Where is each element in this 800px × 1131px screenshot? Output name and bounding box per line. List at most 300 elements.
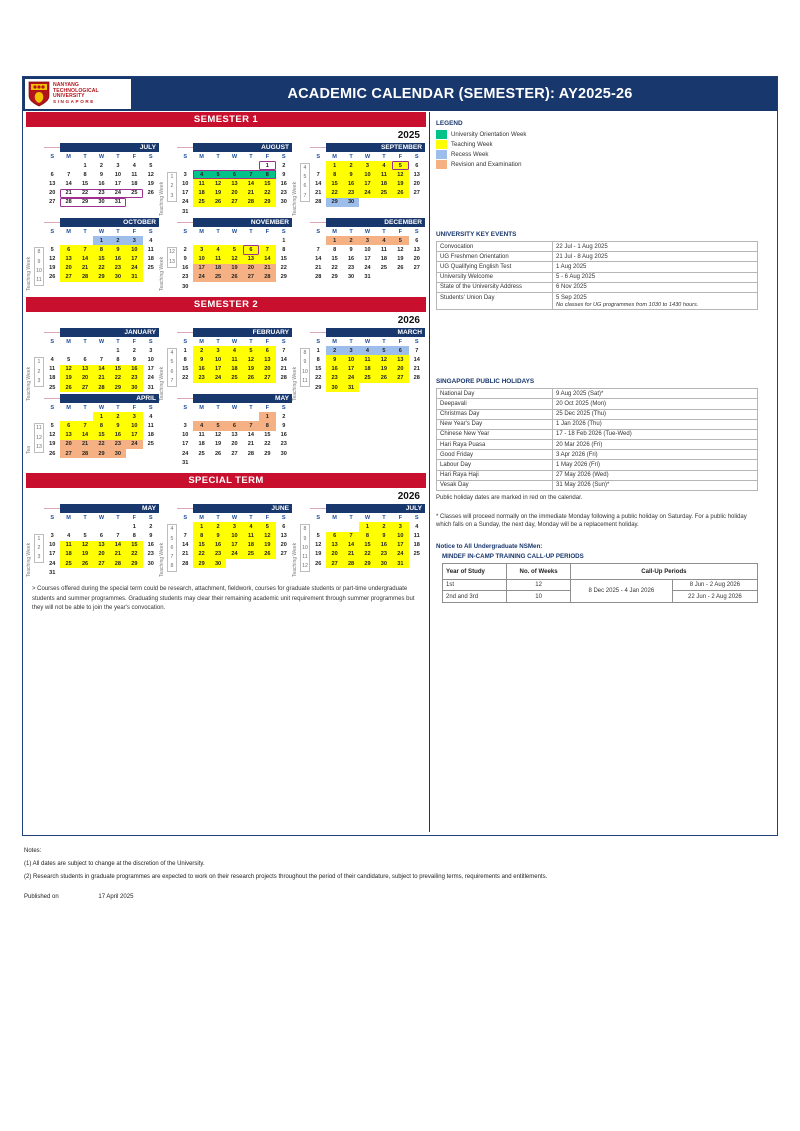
week-number: 5 bbox=[170, 535, 174, 542]
published-label: Published on bbox=[24, 894, 59, 900]
calendar-day: 12 bbox=[315, 542, 322, 549]
holiday-name: Christmas Day bbox=[437, 409, 553, 419]
calendar-day: 12 bbox=[226, 255, 242, 264]
calendar-week-row bbox=[44, 431, 159, 440]
calendar-day: 30 bbox=[280, 199, 287, 206]
weekday-header: S bbox=[281, 515, 286, 522]
calendar-day: 19 bbox=[243, 365, 259, 374]
calendar-week-row bbox=[310, 346, 425, 355]
calendar-day: 22 bbox=[326, 189, 342, 198]
weekday-header: W bbox=[364, 515, 371, 522]
month-row bbox=[26, 394, 426, 467]
calendar-day: 14 bbox=[280, 357, 287, 364]
calendar-day: 30 bbox=[147, 560, 154, 567]
calendar-day-empty bbox=[60, 161, 76, 170]
calendar-day: 6 bbox=[99, 533, 104, 540]
calendar-week-row bbox=[310, 355, 425, 364]
calendar-day: 21 bbox=[60, 189, 76, 198]
calendar-day: 6 bbox=[60, 421, 76, 430]
month-title: JULY bbox=[326, 504, 425, 513]
calendar-day: 23 bbox=[110, 440, 126, 449]
calendar-day: 5 bbox=[210, 421, 226, 430]
logo-line-4: SINGAPORE bbox=[53, 99, 95, 105]
calendar-day-empty bbox=[193, 207, 209, 216]
month-title: MAY bbox=[60, 504, 159, 513]
week-number: 2 bbox=[37, 368, 41, 375]
holiday-date: 17 - 18 Feb 2026 (Tue-Wed) bbox=[553, 429, 758, 439]
month-title: JANUARY bbox=[60, 328, 159, 337]
calendar-week-row bbox=[177, 355, 292, 364]
calendar-day: 24 bbox=[364, 265, 371, 272]
calendar-day-empty bbox=[392, 383, 408, 392]
calendar-day: 27 bbox=[243, 273, 259, 282]
weekday-header: W bbox=[98, 405, 105, 412]
calendar-day: 15 bbox=[315, 366, 322, 373]
special-term-note: > Courses offered during the special term could be research, attachment, fieldwork, courses for graduate students or part-time undergraduate students and summer programmes. Graduating students may clear their remaining academic unit requirement through summer programmes but they will not be able to join the year's convocation. bbox=[32, 586, 415, 612]
calendar-day: 7 bbox=[183, 533, 187, 540]
calendar-day: 11 bbox=[198, 432, 205, 439]
calendar-day: 1 bbox=[282, 237, 286, 244]
teaching-week-rail bbox=[26, 143, 44, 216]
week-number: 2 bbox=[170, 183, 174, 190]
calendar-day: 12 bbox=[147, 171, 154, 178]
calendar-day-empty bbox=[409, 559, 425, 568]
calendar-day: 9 bbox=[349, 246, 353, 253]
holiday-date: 27 May 2026 (Wed) bbox=[553, 470, 758, 480]
weekday-header: F bbox=[132, 339, 137, 346]
calendar-day: 16 bbox=[147, 542, 154, 549]
calendar-day: 1 bbox=[316, 347, 320, 354]
calendar-day: 31 bbox=[392, 559, 408, 568]
week-number-list bbox=[34, 247, 44, 286]
calendar-day: 13 bbox=[259, 355, 275, 364]
calendar-day-empty bbox=[177, 522, 193, 531]
calendar-day: 17 bbox=[364, 256, 371, 263]
calendar-day: 3 bbox=[149, 347, 153, 354]
calendar-day: 17 bbox=[226, 541, 242, 550]
calendar-day: 10 bbox=[359, 170, 375, 179]
calendar-week-row bbox=[177, 161, 292, 170]
calendar-day: 1 bbox=[116, 347, 120, 354]
weekday-header: T bbox=[116, 339, 120, 346]
calendar-day: 29 bbox=[264, 450, 271, 457]
calendar-day: 29 bbox=[126, 559, 142, 568]
holiday-name: National Day bbox=[437, 389, 553, 399]
no-of-weeks: 10 bbox=[507, 591, 570, 602]
calendar-day: 11 bbox=[376, 170, 392, 179]
weekday-header: M bbox=[332, 515, 337, 522]
calendar-day: 10 bbox=[364, 246, 371, 253]
calendar-day: 8 bbox=[93, 245, 109, 254]
weekday-header: S bbox=[50, 154, 55, 160]
key-events-title: UNIVERSITY KEY EVENTS bbox=[436, 231, 517, 238]
holiday-name: Vesak Day bbox=[437, 480, 553, 490]
calendar-day: 25 bbox=[147, 265, 154, 272]
calendar-day: 25 bbox=[359, 374, 375, 383]
calendar-day: 5 bbox=[67, 357, 71, 364]
calendar-day: 30 bbox=[343, 198, 359, 207]
calendar-day: 22 bbox=[182, 375, 189, 382]
month-block bbox=[26, 504, 159, 577]
weekday-header: S bbox=[148, 229, 153, 236]
calendar-day: 4 bbox=[359, 346, 375, 355]
calendar-day: 14 bbox=[65, 180, 72, 187]
calendar-day: 23 bbox=[147, 551, 154, 558]
calendar-day: 10 bbox=[226, 532, 242, 541]
event-date: 6 Nov 2025 bbox=[553, 282, 758, 292]
calendar-day: 13 bbox=[413, 246, 420, 253]
event-date: 22 Jul - 1 Aug 2025 bbox=[553, 242, 758, 252]
weekday-header: T bbox=[382, 339, 386, 346]
calendar-day: 18 bbox=[147, 256, 154, 263]
month-block bbox=[292, 504, 425, 577]
month-block bbox=[159, 218, 292, 291]
calendar-week-row bbox=[310, 365, 425, 374]
holiday-date: 1 Jan 2026 (Thu) bbox=[553, 419, 758, 429]
calendar-day: 31 bbox=[147, 384, 154, 391]
calendar-day: 2 bbox=[282, 162, 286, 169]
calendar-day: 12 bbox=[259, 532, 275, 541]
calendar-day-empty bbox=[243, 207, 259, 216]
page-header bbox=[23, 77, 777, 111]
calendar-day: 29 bbox=[315, 384, 322, 391]
calendar-week-row bbox=[44, 245, 159, 254]
legend-color-swatch bbox=[436, 130, 447, 139]
calendar-day-empty bbox=[343, 522, 359, 531]
calendar-week-row bbox=[310, 541, 425, 550]
calendar-day: 23 bbox=[110, 264, 126, 273]
calendar-day: 30 bbox=[376, 559, 392, 568]
teaching-week-rail bbox=[159, 143, 177, 216]
calendar-week-row bbox=[44, 374, 159, 383]
calendar-day: 30 bbox=[126, 383, 142, 392]
calendar-day: 20 bbox=[280, 542, 287, 549]
calendar-day: 11 bbox=[380, 246, 387, 253]
calendar-day: 20 bbox=[60, 264, 76, 273]
calendar-day: 27 bbox=[231, 450, 238, 457]
calendar-week-row bbox=[310, 179, 425, 188]
weekday-header: T bbox=[216, 154, 220, 160]
calendar-week-row bbox=[177, 532, 292, 541]
weekday-header: W bbox=[98, 229, 105, 236]
weekday-header: M bbox=[199, 515, 204, 522]
calendar-day-empty bbox=[93, 346, 109, 355]
calendar-day: 20 bbox=[60, 440, 76, 449]
calendar-day: 11 bbox=[193, 179, 209, 188]
calendar-day: 15 bbox=[93, 431, 109, 440]
calendar-day: 2 bbox=[110, 236, 126, 245]
calendar-day: 11 bbox=[131, 171, 138, 178]
calendar-day: 18 bbox=[131, 180, 138, 187]
weekday-header: T bbox=[83, 405, 87, 412]
legend-label: Recess Week bbox=[451, 151, 489, 158]
calendar-week-row bbox=[44, 559, 159, 568]
calendar-day: 30 bbox=[110, 273, 126, 282]
calendar-day: 23 bbox=[126, 374, 142, 383]
holiday-date: 31 May 2026 (Sun)* bbox=[553, 480, 758, 490]
weekday-header: S bbox=[148, 154, 153, 160]
calendar-day: 4 bbox=[132, 162, 136, 169]
calendar-day: 14 bbox=[110, 541, 126, 550]
calendar-day: 23 bbox=[376, 550, 392, 559]
calendar-day: 10 bbox=[343, 355, 359, 364]
calendar-day-empty bbox=[193, 282, 209, 291]
weekday-header: M bbox=[332, 229, 337, 236]
calendar-day: 24 bbox=[126, 264, 142, 273]
calendar-day: 21 bbox=[110, 550, 126, 559]
week-number: 8 bbox=[37, 249, 41, 256]
holiday-name: Hari Raya Puasa bbox=[437, 440, 553, 450]
week-number-list bbox=[167, 247, 177, 267]
holiday-date: 20 Oct 2025 (Mon) bbox=[553, 399, 758, 409]
calendar-day: 19 bbox=[147, 180, 154, 187]
teaching-week-label: Teaching Week bbox=[26, 257, 32, 292]
calendar-day: 3 bbox=[183, 171, 187, 178]
calendar-week-row bbox=[177, 412, 292, 421]
calendar-day: 13 bbox=[60, 431, 76, 440]
calendar-day: 18 bbox=[193, 189, 209, 198]
calendar-day: 19 bbox=[226, 264, 242, 273]
teaching-week-label: Tea bbox=[26, 446, 32, 455]
calendar-day: 16 bbox=[280, 432, 287, 439]
calendar-day: 10 bbox=[392, 532, 408, 541]
teaching-week-label: Teaching Week bbox=[159, 257, 165, 292]
month-block bbox=[159, 504, 292, 577]
week-number: 4 bbox=[170, 350, 174, 357]
calendar-day: 23 bbox=[210, 550, 226, 559]
calendar-day: 17 bbox=[126, 255, 142, 264]
calendar-week-row bbox=[44, 421, 159, 430]
calendar-day: 1 bbox=[326, 161, 342, 170]
calendar-day: 13 bbox=[413, 171, 420, 178]
calendar-day: 17 bbox=[182, 441, 189, 448]
holiday-name: Labour Day bbox=[437, 460, 553, 470]
calendar-week-row bbox=[310, 245, 425, 254]
calendar-day: 27 bbox=[259, 374, 275, 383]
week-number: 9 bbox=[37, 258, 41, 265]
weekday-header: T bbox=[382, 515, 386, 522]
calendar-day: 5 bbox=[259, 522, 275, 531]
weekday-header: F bbox=[265, 154, 270, 160]
weekday-header: S bbox=[414, 154, 419, 160]
calendar-day-empty bbox=[310, 161, 326, 170]
week-number: 11 bbox=[302, 377, 308, 384]
footer-note-2: (2) Research students in graduate programmes are expected to work on their research projects throughout the period of their candidature, subject to prevailing terms, requirements and entitlements. bbox=[24, 874, 548, 880]
teaching-week-rail bbox=[292, 143, 310, 216]
month-calendar bbox=[44, 514, 159, 577]
calendar-day-empty bbox=[143, 449, 159, 458]
calendar-day: 4 bbox=[210, 245, 226, 254]
calendar-day: 9 bbox=[110, 245, 126, 254]
weekday-header: T bbox=[249, 515, 253, 522]
key-events-table bbox=[436, 241, 758, 310]
calendar-day-empty bbox=[276, 559, 292, 568]
calendar-day: 29 bbox=[259, 198, 275, 207]
calendar-day: 22 bbox=[93, 264, 109, 273]
calendar-day: 23 bbox=[280, 190, 287, 197]
calendar-day: 16 bbox=[193, 365, 209, 374]
event-name: Convocation bbox=[437, 242, 553, 252]
calendar-day: 21 bbox=[77, 264, 93, 273]
calendar-day: 3 bbox=[183, 422, 187, 429]
calendar-day: 29 bbox=[193, 559, 209, 568]
legend-item bbox=[436, 140, 774, 149]
calendar-day: 21 bbox=[93, 374, 109, 383]
calendar-day: 8 bbox=[83, 171, 87, 178]
calendar-day: 6 bbox=[60, 245, 76, 254]
calendar-day: 7 bbox=[415, 347, 419, 354]
calendar-week-row bbox=[44, 355, 159, 364]
calendar-day: 16 bbox=[210, 541, 226, 550]
week-number: 4 bbox=[303, 165, 307, 171]
month-calendar bbox=[310, 228, 425, 282]
weekday-header: S bbox=[50, 515, 55, 522]
weekday-header: T bbox=[83, 339, 87, 346]
calendar-day: 19 bbox=[214, 441, 222, 448]
month-title: APRIL bbox=[60, 394, 159, 403]
event-date: 5 - 6 Aug 2025 bbox=[553, 272, 758, 282]
calendar-day: 16 bbox=[343, 179, 359, 188]
calendar-week-row bbox=[44, 541, 159, 550]
calendar-day: 2 bbox=[110, 412, 126, 421]
calendar-day: 19 bbox=[49, 441, 56, 448]
calendar-week-row bbox=[310, 559, 425, 568]
calendar-week-row bbox=[44, 550, 159, 559]
calendar-day-empty bbox=[243, 161, 259, 170]
calendar-week-row bbox=[177, 255, 292, 264]
weekday-header: M bbox=[66, 154, 71, 160]
weekday-header: M bbox=[199, 405, 204, 412]
holiday-name: Chinese New Year bbox=[437, 429, 553, 439]
week-number-list bbox=[167, 524, 177, 572]
month-calendar bbox=[44, 338, 159, 392]
legend-item bbox=[436, 130, 774, 139]
calendar-day: 21 bbox=[413, 366, 420, 373]
calendar-day: 4 bbox=[149, 237, 153, 244]
calendar-day: 12 bbox=[49, 432, 56, 439]
weekday-header: T bbox=[249, 229, 253, 236]
calendar-day: 24 bbox=[392, 550, 408, 559]
weekday-header: W bbox=[231, 405, 238, 412]
nsmen-col-year: Year of Study bbox=[443, 564, 507, 580]
calendar-day: 10 bbox=[49, 542, 56, 549]
calendar-day: 22 bbox=[77, 189, 93, 198]
calendar-day: 15 bbox=[359, 541, 375, 550]
calendar-day-empty bbox=[177, 412, 193, 421]
calendar-week-row bbox=[177, 245, 292, 254]
calendar-day-empty bbox=[93, 568, 109, 577]
teaching-week-rail bbox=[159, 218, 177, 291]
calendar-day-empty bbox=[210, 458, 226, 467]
calendar-day-empty bbox=[226, 458, 242, 467]
public-holidays-title: SINGAPORE PUBLIC HOLIDAYS bbox=[436, 378, 535, 386]
calendar-day: 18 bbox=[210, 264, 226, 273]
calendar-day: 7 bbox=[243, 421, 259, 430]
month-calendar bbox=[44, 404, 159, 458]
calendar-week-row bbox=[177, 207, 292, 216]
calendar-day: 10 bbox=[193, 255, 209, 264]
month-calendar bbox=[177, 338, 292, 383]
weekday-header: F bbox=[132, 154, 137, 160]
event-date: 1 Aug 2025 bbox=[553, 262, 758, 272]
calendar-day: 25 bbox=[243, 550, 259, 559]
week-number-list bbox=[300, 163, 310, 202]
weekday-header: S bbox=[183, 154, 188, 160]
calendar-day: 1 bbox=[359, 522, 375, 531]
calendar-day: 1 bbox=[132, 523, 136, 530]
calendar-day: 5 bbox=[83, 533, 87, 540]
calendar-week-row bbox=[310, 383, 425, 392]
calendar-day: 24 bbox=[343, 374, 359, 383]
calendar-day: 19 bbox=[397, 256, 404, 263]
weekday-header: T bbox=[382, 154, 386, 160]
month-calendar bbox=[310, 338, 425, 392]
calendar-day: 16 bbox=[376, 541, 392, 550]
calendar-day-empty bbox=[392, 273, 408, 282]
calendar-day: 27 bbox=[413, 190, 420, 197]
calendar-week-row bbox=[310, 532, 425, 541]
weekday-header: S bbox=[183, 405, 188, 412]
calendar-day: 17 bbox=[210, 365, 226, 374]
calendar-day-empty bbox=[126, 198, 142, 207]
calendar-day: 5 bbox=[210, 170, 226, 179]
holiday-date: 3 Apr 2026 (Fri) bbox=[553, 450, 758, 460]
calendar-day: 24 bbox=[147, 375, 154, 382]
calendar-day-empty bbox=[60, 522, 76, 531]
calendar-day-empty bbox=[226, 207, 242, 216]
calendar-day: 11 bbox=[147, 246, 154, 253]
calendar-day: 8 bbox=[326, 170, 342, 179]
weekday-header: W bbox=[98, 515, 105, 522]
week-number: 7 bbox=[170, 553, 174, 560]
calendar-day: 1 bbox=[259, 412, 275, 421]
calendar-day: 19 bbox=[315, 551, 322, 558]
calendar-day: 30 bbox=[110, 449, 126, 458]
weekday-header: S bbox=[148, 339, 153, 346]
calendar-day: 12 bbox=[392, 170, 408, 179]
calendar-day: 28 bbox=[413, 375, 420, 382]
calendar-day: 2 bbox=[343, 161, 359, 170]
weekday-header: T bbox=[216, 405, 220, 412]
calendar-day-empty bbox=[259, 236, 275, 245]
calendar-day: 13 bbox=[226, 179, 242, 188]
month-block bbox=[159, 394, 292, 467]
legend-label: Revision and Examination bbox=[451, 161, 522, 168]
calendar-day: 16 bbox=[110, 431, 126, 440]
semester-banner: SEMESTER 1 bbox=[26, 112, 426, 127]
legend-color-swatch bbox=[436, 160, 447, 169]
month-calendar bbox=[177, 404, 292, 467]
teaching-week-rail bbox=[26, 218, 44, 291]
calendar-day: 3 bbox=[343, 346, 359, 355]
calendar-day: 9 bbox=[99, 171, 104, 178]
table-row bbox=[437, 252, 758, 262]
calendar-day: 10 bbox=[114, 171, 122, 178]
weekday-header: F bbox=[398, 339, 403, 346]
calendar-day: 8 bbox=[259, 170, 275, 179]
year-label: 2026 bbox=[397, 315, 420, 327]
week-number: 5 bbox=[170, 359, 174, 366]
calendar-day: 24 bbox=[226, 550, 242, 559]
week-number: 1 bbox=[37, 535, 41, 542]
week-number: 8 bbox=[170, 563, 174, 570]
calendar-day: 25 bbox=[226, 374, 242, 383]
calendar-day: 24 bbox=[210, 374, 226, 383]
calendar-day: 18 bbox=[226, 365, 242, 374]
calendar-day: 9 bbox=[149, 533, 153, 540]
weekday-header: F bbox=[265, 339, 270, 346]
calendar-day: 6 bbox=[259, 346, 275, 355]
